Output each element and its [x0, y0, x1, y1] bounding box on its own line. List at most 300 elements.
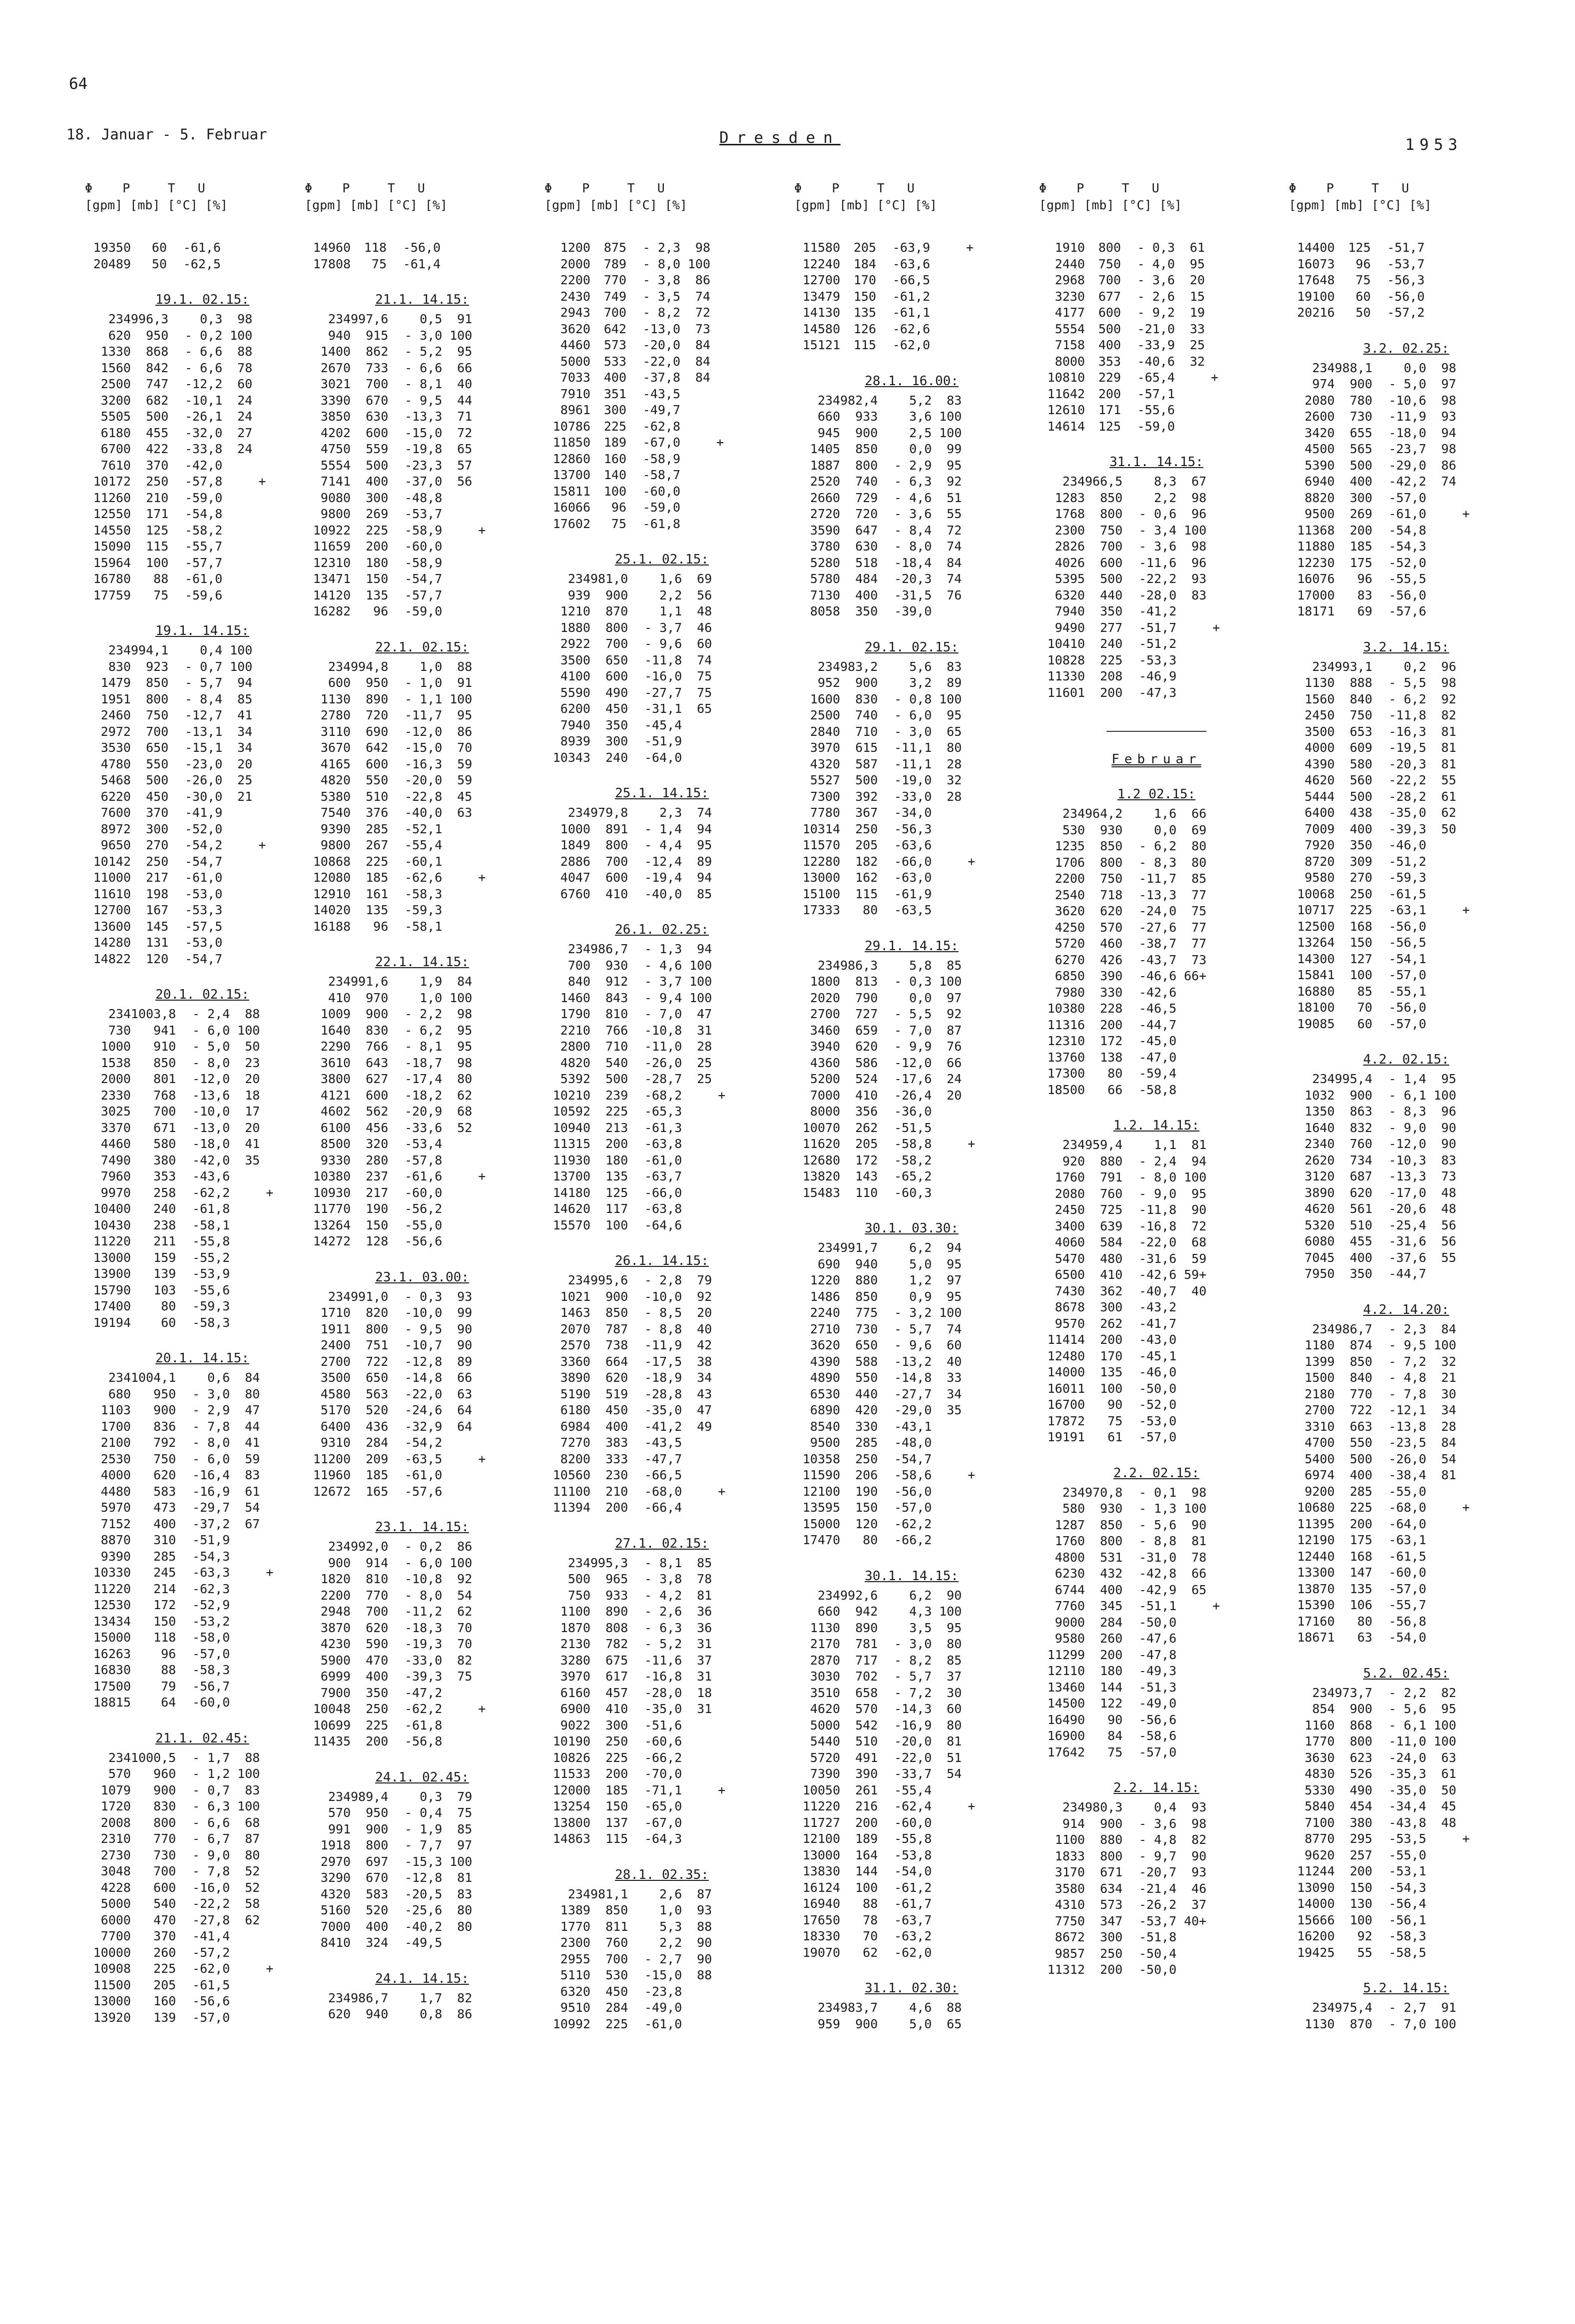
pressure-cell: 180	[1100, 1664, 1123, 1678]
mark-cell	[252, 441, 278, 458]
pressure-cell: 510	[1350, 1217, 1373, 1232]
table-row	[305, 1484, 498, 1500]
height-cell: 7900	[320, 1685, 351, 1700]
humidity-cell	[1426, 1565, 1456, 1581]
temperature-cell: -16,9	[192, 1484, 230, 1499]
pressure-cell: 993,1	[1335, 659, 1373, 674]
humidity-cell	[442, 1685, 472, 1702]
table-row	[794, 523, 988, 539]
height-cell: 11394	[552, 1500, 590, 1515]
height-cell: 3620	[1054, 904, 1085, 918]
humidity-cell	[932, 1831, 962, 1847]
height-cell: 11659	[313, 539, 351, 554]
temperature-cell: -46,9	[1139, 669, 1177, 683]
table-row	[85, 870, 278, 886]
height-cell: 3580	[1054, 1881, 1085, 1896]
height-cell: 1330	[100, 344, 131, 359]
temperature-cell: - 0,3	[405, 1289, 443, 1304]
height-cell: 2780	[320, 708, 351, 722]
table-row	[305, 1039, 498, 1055]
table-row	[1289, 1435, 1482, 1451]
humidity-cell	[1176, 1647, 1206, 1664]
height-cell: 2710	[810, 1321, 840, 1336]
table-row	[1289, 1016, 1482, 1033]
mark-cell	[1456, 1168, 1482, 1185]
humidity-cell	[1426, 1484, 1456, 1500]
mark-cell	[472, 1321, 498, 1338]
temperature-cell: -50,0	[1139, 1615, 1177, 1630]
temperature-cell: -24,0	[1389, 1750, 1427, 1765]
table-row	[544, 451, 736, 468]
height-cell: 6999	[320, 1669, 351, 1684]
table-row	[305, 1571, 498, 1588]
pressure-cell: 216	[855, 1799, 878, 1813]
table-row	[1039, 1001, 1232, 1017]
humidity-cell	[442, 902, 472, 919]
humidity-cell: 72	[1191, 1218, 1207, 1233]
table-row	[794, 337, 986, 354]
table-row	[1289, 1168, 1482, 1185]
table-row	[794, 772, 988, 789]
temperature-cell: -56,3	[894, 821, 932, 836]
table-row	[544, 1951, 738, 1968]
pressure-cell: 370	[146, 805, 169, 820]
mark-cell	[1456, 1201, 1482, 1217]
pressure-cell: 655	[1350, 425, 1373, 440]
humidity-cell: 100	[1434, 1734, 1457, 1748]
temperature-cell: -65,4	[1137, 370, 1175, 385]
table-row	[305, 1088, 498, 1104]
pressure-cell: 617	[605, 1669, 628, 1684]
height-cell: 6940	[1304, 474, 1335, 489]
temperature-cell: -64,0	[644, 750, 682, 765]
height-cell: 8678	[1054, 1300, 1085, 1314]
pressure-cell: 800	[1100, 1848, 1123, 1863]
humidity-cell: 60	[947, 1338, 962, 1352]
pressure-cell: 484	[855, 572, 878, 586]
table-row	[544, 337, 736, 354]
temperature-cell: -55,2	[192, 1250, 230, 1265]
humidity-cell: 37	[1191, 1897, 1207, 1912]
temperature-cell: -61,0	[1389, 507, 1427, 521]
temperature-cell: -43,0	[1139, 1332, 1177, 1347]
humidity-cell: 89	[457, 1354, 473, 1369]
table-row	[305, 1604, 498, 1620]
mark-cell	[1206, 838, 1232, 855]
humidity-cell	[230, 1679, 260, 1695]
temperature-cell: - 6,0	[405, 1555, 443, 1570]
pressure-cell: 994,1	[131, 643, 169, 657]
height-cell: 234	[817, 2000, 840, 2015]
mark-cell	[710, 272, 736, 289]
table-row	[85, 659, 278, 675]
temperature-cell: -30,0	[185, 789, 223, 804]
temperature-cell: -54,7	[405, 572, 443, 586]
temperature-cell: -40,0	[405, 805, 443, 820]
table-row	[544, 1136, 738, 1153]
height-cell: 16830	[93, 1663, 131, 1677]
temperature-cell: -14,8	[405, 1370, 443, 1385]
temperature-cell: 0,4	[200, 643, 223, 657]
pressure-cell: 320	[366, 1137, 389, 1151]
pressure-cell: 550	[1350, 1435, 1373, 1450]
table-row	[1289, 1136, 1482, 1153]
temperature-cell: -12,8	[405, 1870, 443, 1885]
pressure-cell: 61	[1107, 1430, 1123, 1444]
height-cell: 900	[328, 1555, 351, 1570]
mark-cell	[1456, 2016, 1482, 2033]
table-row	[544, 289, 736, 305]
table-row	[85, 1467, 286, 1484]
temperature-cell: -47,7	[644, 1451, 682, 1466]
mark-cell	[1206, 1712, 1232, 1729]
temperature-cell: -58,0	[192, 1630, 230, 1645]
mark-cell	[471, 256, 497, 273]
humidity-cell: 48	[1441, 1185, 1457, 1200]
temperature-cell: -63,1	[1389, 1533, 1427, 1547]
height-cell: 4480	[100, 1484, 131, 1499]
table-row	[1289, 272, 1481, 289]
section-title: 24.1. 02.45:	[375, 1769, 469, 1785]
humidity-cell	[1426, 539, 1456, 555]
humidity-cell	[682, 1500, 712, 1516]
table-row	[794, 1168, 988, 1185]
table-row	[1289, 1597, 1482, 1614]
humidity-cell	[1426, 984, 1456, 1000]
height-cell: 1100	[1054, 1832, 1085, 1847]
table-row	[305, 2006, 498, 2023]
pressure-cell: 789	[603, 256, 626, 271]
height-cell: 2240	[810, 1305, 840, 1320]
table-row	[1039, 587, 1232, 604]
pressure-cell: 642	[603, 321, 626, 336]
table-row	[1289, 902, 1482, 919]
temperature-cell: 0,3	[420, 1789, 443, 1804]
mark-cell	[1456, 1354, 1482, 1370]
temperature-cell: -57,0	[192, 1646, 230, 1661]
mark-cell	[712, 2000, 738, 2016]
table-row	[544, 620, 738, 636]
pressure-cell: 700	[1100, 539, 1123, 554]
table-row	[1039, 620, 1232, 636]
temperature-cell: - 9,6	[644, 636, 682, 651]
humidity-cell: 20	[1189, 273, 1205, 287]
height-cell: 13000	[802, 1847, 840, 1862]
height-cell: 7009	[1304, 821, 1335, 836]
humidity-cell	[442, 1435, 472, 1451]
mark-cell	[472, 837, 498, 854]
height-cell: 7430	[1054, 1283, 1085, 1298]
pressure-cell: 966,5	[1085, 474, 1123, 489]
table-row	[1289, 805, 1482, 821]
pressure-cell: 997,6	[351, 312, 389, 326]
mark-cell	[1206, 1154, 1232, 1170]
mark-cell	[1456, 1928, 1482, 1945]
section-title: 22.1. 02.15:	[375, 639, 469, 655]
pressure-cell: 80	[1357, 1614, 1373, 1629]
pressure-cell: 422	[146, 442, 169, 456]
mark-cell	[1206, 1082, 1232, 1099]
table-row	[544, 1919, 738, 1935]
height-cell: 3670	[320, 740, 351, 755]
pressure-cell: 600	[366, 1088, 389, 1103]
height-cell: 11100	[552, 1484, 590, 1499]
temperature-cell: -29,7	[192, 1500, 230, 1515]
height-cell: 5720	[1054, 936, 1085, 951]
pressure-cell: 69	[1357, 604, 1373, 618]
humidity-cell	[682, 1750, 712, 1766]
humidity-cell	[932, 1847, 962, 1864]
height-cell: 2450	[1054, 1202, 1085, 1217]
height-cell: 11770	[313, 1201, 351, 1216]
column-header: Φ P T U [gpm] [mb] [°C] [%]	[544, 181, 687, 212]
temperature-cell: 1,7	[420, 1990, 443, 2005]
humidity-cell	[1176, 1712, 1206, 1729]
mark-cell	[1456, 441, 1482, 458]
pressure-cell: 500	[1350, 1451, 1373, 1466]
humidity-cell	[442, 555, 472, 572]
pressure-cell: 200	[855, 1815, 878, 1830]
table-row	[544, 1153, 738, 1169]
mark-cell	[472, 1402, 498, 1419]
temperature-cell: -36,0	[894, 1104, 932, 1119]
table-row	[544, 1104, 738, 1120]
humidity-cell	[230, 1945, 260, 1961]
temperature-cell: -53,5	[1389, 1831, 1427, 1846]
pressure-cell: 983,7	[840, 2000, 878, 2015]
mark-cell	[1456, 1782, 1482, 1799]
pressure-cell: 863	[1350, 1104, 1373, 1119]
table-row	[85, 1831, 286, 1847]
height-cell: 620	[328, 2007, 351, 2021]
humidity-cell: 100	[1434, 1088, 1457, 1103]
table-row	[85, 1961, 286, 1977]
humidity-cell: 68	[1191, 1235, 1207, 1249]
height-cell: 1887	[810, 458, 840, 473]
mark-cell	[962, 1104, 988, 1120]
temperature-cell: -19,3	[405, 1637, 443, 1651]
height-cell: 1287	[1054, 1517, 1085, 1532]
table-row	[1039, 1647, 1232, 1664]
pressure-cell: 170	[1100, 1348, 1123, 1363]
humidity-cell: 20	[245, 1120, 260, 1135]
temperature-cell: 1,1	[1154, 1138, 1177, 1152]
height-cell: 14960	[313, 240, 351, 255]
humidity-cell	[230, 1961, 260, 1977]
temperature-cell: - 9,5	[405, 1321, 443, 1336]
temperature-cell: 0,2	[1404, 659, 1427, 674]
mark-cell	[962, 675, 988, 691]
temperature-cell: -29,0	[894, 1403, 932, 1417]
temperature-cell: -57,8	[185, 474, 223, 489]
mark-cell	[962, 1321, 988, 1338]
temperature-cell: -51,7	[1139, 620, 1177, 635]
humidity-cell: 44	[457, 393, 473, 408]
pressure-cell: 800	[1100, 855, 1123, 870]
humidity-cell: 67	[245, 1516, 260, 1531]
humidity-cell: 74	[947, 1321, 962, 1336]
humidity-cell	[930, 305, 960, 321]
sounding-table	[1289, 1071, 1482, 1282]
table-row	[305, 1321, 498, 1338]
height-cell: 1800	[810, 974, 840, 989]
section-title: 3.2. 14.15:	[1363, 639, 1450, 655]
pressure-cell: 870	[605, 604, 628, 618]
pressure-cell: 627	[366, 1072, 389, 1086]
humidity-cell: 85	[457, 1821, 473, 1836]
height-cell: 3025	[100, 1104, 131, 1119]
table-row	[794, 1088, 988, 1104]
mark-cell	[252, 691, 278, 708]
sounding-section	[794, 640, 1029, 919]
pressure-cell: 982,4	[840, 393, 878, 408]
pressure-cell: 730	[153, 1847, 176, 1862]
table-row	[305, 506, 498, 523]
temperature-cell: -16,4	[192, 1468, 230, 1482]
section-title: 5.2. 02.45:	[1363, 1666, 1450, 1681]
mark-cell	[472, 691, 498, 708]
pressure-cell: 710	[605, 1039, 628, 1054]
humidity-cell: 40	[457, 377, 473, 391]
humidity-cell: 55	[1441, 1250, 1457, 1265]
mark-cell	[712, 1402, 738, 1419]
mark-cell	[472, 821, 498, 838]
table-row	[305, 805, 498, 821]
height-cell: 10826	[552, 1750, 590, 1765]
pressure-cell: 491	[855, 1750, 878, 1765]
mark-cell	[472, 1419, 498, 1435]
temperature-cell: -18,9	[644, 1370, 682, 1385]
height-cell: 234	[567, 1886, 590, 1901]
mark-cell	[252, 490, 278, 507]
mark-cell	[1206, 1001, 1232, 1017]
mark-cell	[260, 1451, 286, 1468]
height-cell: 3460	[810, 1023, 840, 1038]
height-cell: 7940	[1054, 604, 1085, 618]
pressure-cell: 490	[1350, 1782, 1373, 1797]
table-row	[794, 1928, 988, 1945]
pressure-cell: 160	[153, 1994, 176, 2008]
height-cell: 9390	[320, 821, 351, 836]
pressure-cell: 570	[1100, 920, 1123, 935]
height-cell: 16066	[552, 500, 590, 515]
height-cell: 17300	[1047, 1066, 1085, 1081]
column-5	[1039, 180, 1274, 1978]
mark-cell	[472, 756, 498, 773]
pressure-cell: 727	[855, 1007, 878, 1021]
temperature-cell: -51,6	[644, 1718, 682, 1733]
temperature-cell: -53,2	[192, 1614, 230, 1629]
height-cell: 234	[817, 1240, 840, 1255]
sounding-table	[85, 1750, 286, 2026]
mark-cell	[712, 1588, 738, 1604]
temperature-cell: -23,3	[405, 458, 443, 473]
height-cell: 10172	[93, 474, 131, 489]
temperature-cell: - 7,0	[644, 1007, 682, 1021]
mark-cell	[710, 386, 736, 403]
table-row	[85, 409, 278, 425]
humidity-cell	[680, 419, 710, 435]
table-row	[544, 571, 738, 587]
pressure-cell: 140	[603, 468, 626, 482]
humidity-cell	[682, 2016, 712, 2033]
temperature-cell: -11,8	[1389, 708, 1427, 722]
height-cell: 234	[1312, 360, 1335, 375]
temperature-cell: -56,0	[894, 1484, 932, 1499]
pressure-cell: 850	[605, 1305, 628, 1320]
mark-cell	[252, 539, 278, 555]
humidity-cell	[1426, 1532, 1456, 1549]
height-cell: 17160	[1297, 1614, 1335, 1629]
pressure-cell: 600	[1098, 305, 1121, 320]
table-row	[544, 354, 736, 370]
temperature-cell: -47,0	[1139, 1050, 1177, 1065]
temperature-cell: - 9,2	[1137, 305, 1175, 320]
temperature-cell: -67,0	[644, 1815, 682, 1830]
column-4	[794, 180, 1029, 2032]
sounding-table	[85, 642, 278, 967]
height-cell: 234	[328, 312, 351, 326]
pressure-cell: 172	[1100, 1034, 1123, 1048]
temperature-cell: -57,0	[192, 2010, 230, 2025]
table-row	[1039, 1154, 1232, 1170]
height-cell: 1130	[320, 691, 351, 706]
mark-cell: +	[258, 838, 266, 852]
table-row	[305, 821, 498, 838]
table-row	[1039, 668, 1232, 685]
pressure-cell: 800	[146, 691, 169, 706]
section-title: 21.1. 14.15:	[375, 292, 469, 307]
section-title: 5.2. 14.15:	[1363, 1981, 1450, 1996]
humidity-cell	[1426, 1880, 1456, 1896]
temperature-cell: -53,3	[185, 903, 223, 917]
temperature-cell: -11,9	[644, 1338, 682, 1352]
table-row	[1289, 305, 1481, 321]
height-cell: 13264	[313, 1217, 351, 1232]
pressure-cell: 690	[366, 724, 389, 739]
pressure-cell: 981,0	[590, 572, 628, 586]
table-row	[1039, 1413, 1232, 1430]
pressure-cell: 410	[855, 1088, 878, 1103]
humidity-cell: 81	[1441, 756, 1457, 771]
height-cell: 234	[1312, 1685, 1335, 1700]
table-row	[794, 409, 988, 425]
temperature-cell: -33,7	[894, 1766, 932, 1781]
mark-cell	[712, 1435, 738, 1451]
height-cell: 3620	[810, 1338, 840, 1352]
temperature-cell: - 2,6	[1137, 289, 1175, 304]
temperature-cell: -12,0	[192, 1072, 230, 1086]
pressure-cell: 225	[603, 419, 626, 434]
pressure-cell: 135	[605, 1169, 628, 1183]
height-cell: 3021	[320, 377, 351, 391]
humidity-cell: 70	[457, 740, 473, 755]
table-row	[544, 1185, 738, 1201]
humidity-cell	[680, 402, 710, 419]
mark-cell	[472, 675, 498, 691]
pressure-cell: 245	[153, 1565, 176, 1580]
temperature-cell: - 3,6	[894, 507, 932, 521]
height-cell: 4780	[100, 756, 131, 771]
height-cell: 11435	[313, 1734, 351, 1748]
table-row	[85, 344, 278, 360]
height-cell: 5170	[320, 1403, 351, 1417]
mark-cell	[260, 1467, 286, 1484]
humidity-cell: 80	[1191, 855, 1207, 870]
pressure-cell: 353	[153, 1169, 176, 1183]
mark-cell	[712, 717, 738, 734]
temperature-cell: -63,9	[892, 240, 930, 255]
